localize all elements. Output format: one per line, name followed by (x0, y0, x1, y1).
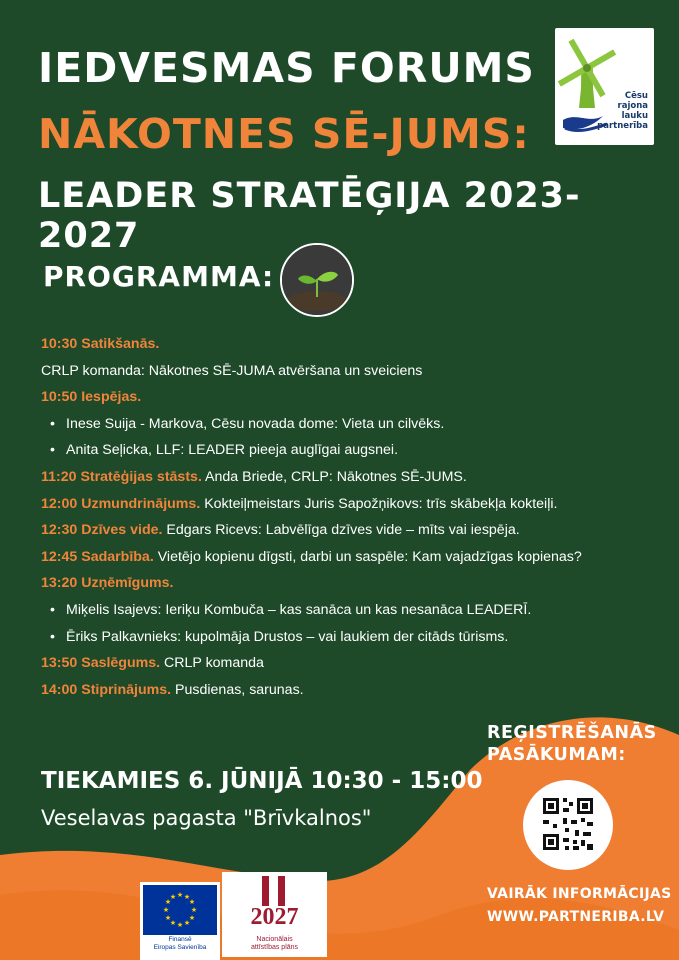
svg-text:★: ★ (169, 919, 177, 927)
agenda-item: 10:30 Satikšanās. (41, 336, 160, 352)
svg-text:★: ★ (183, 919, 191, 927)
forum-title: IEDVESMAS FORUMS (38, 44, 535, 92)
program-heading: PROGRAMMA: (43, 260, 275, 293)
agenda (41, 331, 641, 703)
svg-text:★: ★ (164, 898, 172, 906)
logo-text: Cēsu rajona lauku partnerība (597, 91, 648, 131)
agenda-item: 13:20 Uzņēmīgums. (41, 575, 174, 592)
agenda-item: 12:00 Uzmundrinājums. Kokteiļmeistars Juris Sapožņikovs: trīs skābekļa kokteiļi. (41, 495, 558, 512)
strategy-title: LEADER STRATĒĢIJA 2023-2027 (38, 176, 581, 256)
sprout-image (280, 243, 354, 317)
eu-flag-icon (143, 885, 217, 935)
agenda-bullet: • Miķelis Isajevs: Ieriķu Kombuča – kas sanāca un kas nesanāca LEADERĪ. (41, 597, 641, 624)
event-place: Veselavas pagasta "Brīvkalnos" (41, 806, 372, 830)
agenda-bullet: • Anita Seļicka, LLF: LEADER pieeja auglīgai augsnei. (41, 437, 641, 464)
svg-text:★: ★ (188, 914, 196, 922)
agenda-item: 11:20 Stratēģijas stāsts. Anda Briede, CRLP: Nākotnes SĒ-JUMS. (41, 468, 467, 485)
agenda-bullet: • Inese Suija - Markova, Cēsu novada dome: Vieta un cilvēks. (41, 411, 641, 438)
svg-text:★: ★ (162, 906, 170, 914)
nap-2027-logo (222, 872, 327, 957)
svg-text:★: ★ (169, 893, 177, 901)
eu-logo (140, 882, 220, 960)
svg-text:★: ★ (183, 893, 191, 901)
agenda-item: 14:00 Stiprinājums. Pusdienas, sarunas. (41, 681, 304, 698)
sprout-icon (282, 245, 352, 315)
agenda-item: 13:50 Saslēgums. CRLP komanda (41, 655, 264, 672)
agenda-item: 10:50 Iespējas. (41, 389, 142, 406)
svg-text:★: ★ (164, 914, 172, 922)
agenda-item: 12:30 Dzīves vide. Edgars Ricevs: Labvēlīga dzīves vide – mīts vai iespēja. (41, 522, 520, 539)
forum-subtitle: NĀKOTNES SĒ-JUMS: (38, 110, 530, 158)
website-link[interactable]: WWW.PARTNERIBA.LV (487, 909, 665, 925)
registration-label: REĢISTRĒŠANĀS PASĀKUMAM: (487, 723, 657, 765)
agenda-item: CRLP komanda: Nākotnes SĒ-JUMA atvēršana un sveiciens (41, 362, 423, 379)
eu-logo-text: Finansē Eiropas Savienība (153, 936, 207, 951)
nap-year: 2027 (250, 904, 299, 930)
agenda-item: 12:45 Sadarbība. Vietējo kopienu dīgsti, darbi un saspēle: Kam vajadzīgas kopienas? (41, 548, 582, 565)
qr-code-icon (523, 780, 613, 870)
svg-text:★: ★ (188, 898, 196, 906)
svg-text:★: ★ (190, 906, 198, 914)
registration-qr-code[interactable] (523, 780, 613, 870)
svg-text:★: ★ (176, 891, 184, 899)
svg-text:★: ★ (176, 921, 184, 929)
nap-text: Nacionālais attīstības plāns (250, 936, 299, 951)
agenda-bullet: • Ēriks Palkavnieks: kupolmāja Drustos – vai laukiem der citāds tūrisms. (41, 624, 641, 651)
more-info: VAIRĀK INFORMĀCIJAS WWW.PARTNERIBA.LV (487, 883, 672, 929)
crlp-logo[interactable] (555, 28, 654, 145)
event-date: TIEKAMIES 6. JŪNIJĀ 10:30 - 15:00 (41, 768, 483, 794)
